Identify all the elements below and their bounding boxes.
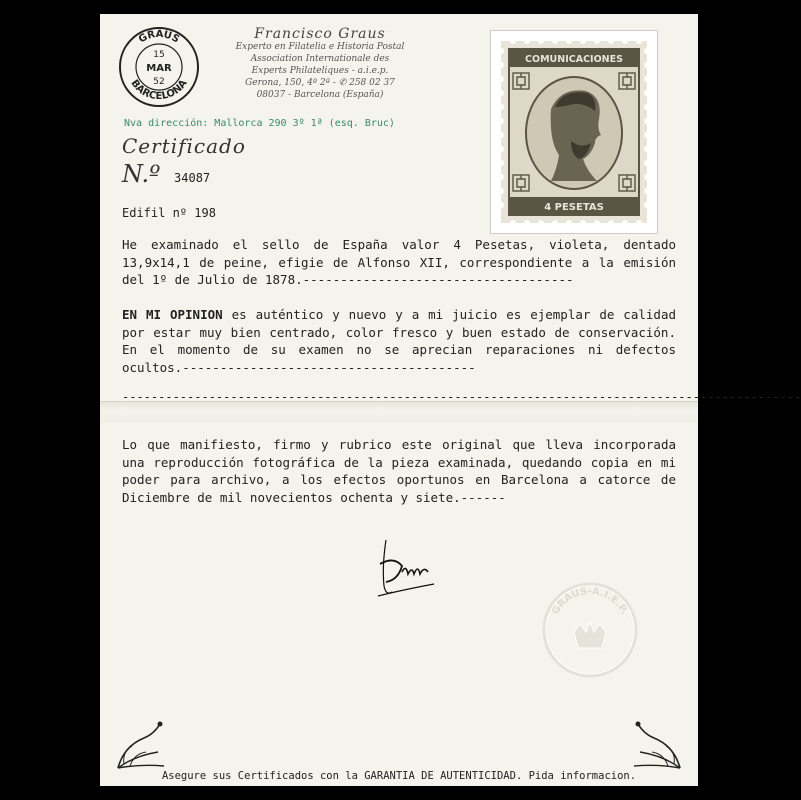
new-address: Nva dirección: Mallorca 290 3º 1ª (esq. Bruc) — [124, 118, 395, 129]
declaration-paragraph: Lo que manifiesto, firmo y rubrico este original que lleva incorporada una reproducción fotográfica de la pieza examinada, quedando copia en mi poder para archivo, a los efectos oportunos en Barcelona a catorce de Diciembre de mil novecientos ochenta y siete.------ — [122, 437, 676, 505]
opinion-text: es auténtico y nuevo y a mi juicio es ejemplar de calidad por estar muy bien centrado, color fresco y buen estado de conservación. En el momento de su examen no se aprecian reparaciones ni defectos ocultos.--------------------------------------- — [122, 307, 676, 375]
letterhead-line: Association Internationale des — [250, 54, 390, 64]
corner-ornament-right — [628, 716, 684, 772]
seal-day: 15 — [153, 50, 165, 60]
stamp-illustration — [491, 31, 657, 233]
certificate-number-row — [122, 160, 210, 188]
stamp-image — [490, 30, 658, 234]
certificate-sheet — [100, 14, 801, 786]
opinion-lead: EN MI OPINION — [122, 307, 223, 322]
dash-separator: ---------------------------------------------------------------------------------------------- — [122, 390, 801, 404]
embossed-seal — [540, 580, 640, 680]
certificate-title: Certificado — [122, 134, 246, 158]
letterhead — [200, 28, 440, 101]
letterhead-line: Experts Philateliques - a.i.e.p. — [251, 66, 389, 76]
letterhead-line: Gerona, 150, 4º 2ª - ✆ 258 02 37 — [245, 78, 395, 88]
seal-bottom-text: BARCELONA — [128, 77, 190, 103]
certificate-number: 34087 — [174, 171, 211, 185]
letterhead-line: 08037 - Barcelona (España) — [256, 90, 384, 100]
footer-note: Asegure sus Certificados con la GARANTIA DE AUTENTICIDAD. Pida informacion. — [161, 770, 637, 782]
graus-date-seal — [118, 26, 200, 108]
seal-top-text: GRAUS — [136, 28, 182, 46]
opinion-paragraph — [122, 306, 676, 376]
edifil-number: Edifil nº 198 — [122, 206, 216, 220]
stamp-value-text: 4 PESETAS — [544, 202, 604, 213]
stamp-top-text: COMUNICACIONES — [525, 54, 623, 65]
corner-ornament-left — [114, 716, 170, 772]
seal-month: MAR — [146, 63, 172, 74]
signature — [372, 536, 442, 608]
emboss-text: GRAUS-A.I.E.P. — [550, 585, 630, 617]
number-label: N.º — [122, 160, 161, 188]
letterhead-line: Experto en Filatelia e Historia Postal — [235, 42, 405, 52]
letterhead-name: Francisco Graus — [254, 26, 386, 42]
page-fold — [100, 401, 698, 422]
description-paragraph: He examinado el sello de España valor 4 Pesetas, violeta, dentado 13,9x14,1 de peine, efigie de Alfonso XII, correspondiente a la emisión del 1º de Julio de 1878.------------------------------------ — [122, 237, 676, 287]
seal-year: 52 — [153, 77, 165, 87]
